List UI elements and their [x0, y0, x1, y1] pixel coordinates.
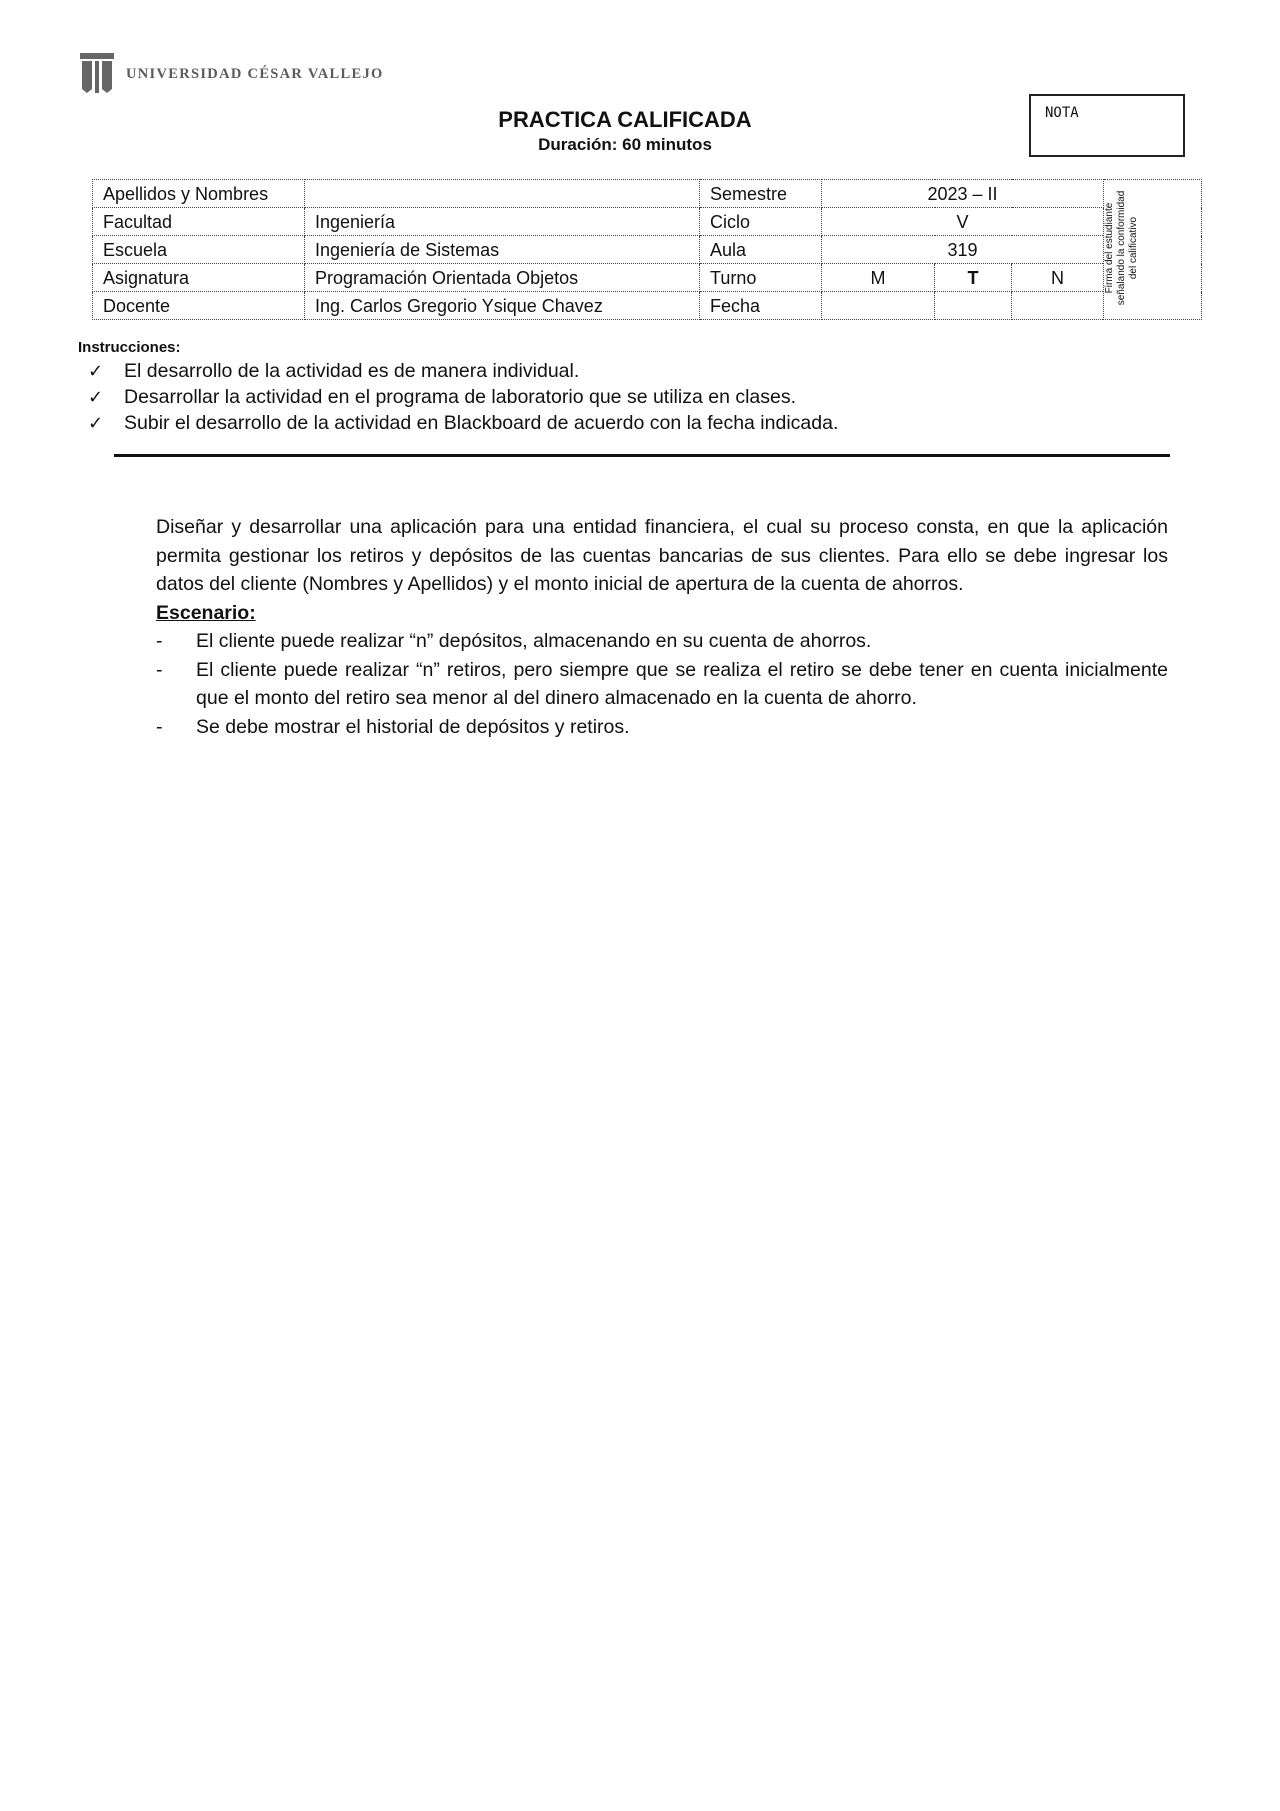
university-logo	[78, 50, 384, 96]
row-label: Docente	[93, 292, 305, 320]
scenario-title: Escenario:	[156, 601, 256, 624]
row-label: Turno	[700, 264, 822, 292]
instructions-title: Instrucciones:	[78, 339, 181, 356]
date-field[interactable]	[935, 292, 1012, 320]
student-name-field[interactable]	[305, 180, 700, 208]
cycle-value: V	[822, 208, 1104, 236]
table-row	[93, 180, 1202, 208]
grade-label: NOTA	[1045, 105, 1079, 121]
list-item: ✓ Subir el desarrollo de la actividad en Blackboard de acuerdo con la fecha indicada.	[88, 412, 839, 434]
table-row	[93, 264, 1202, 292]
row-label: Escuela	[93, 236, 305, 264]
date-field[interactable]	[822, 292, 935, 320]
teacher-value: Ing. Carlos Gregorio Ysique Chavez	[305, 292, 700, 320]
semester-value: 2023 – II	[822, 180, 1104, 208]
checkmark-icon: ✓	[88, 387, 104, 407]
grade-box	[1029, 94, 1185, 157]
list-item: ✓ El desarrollo de la actividad es de manera individual.	[88, 360, 580, 382]
scenario-list	[156, 627, 1168, 741]
row-label: Asignatura	[93, 264, 305, 292]
course-value: Programación Orientada Objetos	[305, 264, 700, 292]
shift-morning: M	[822, 264, 935, 292]
faculty-value: Ingeniería	[305, 208, 700, 236]
exercise-content	[156, 513, 1168, 741]
exercise-description: Diseñar y desarrollar una aplicación para una entidad financiera, el cual su proceso consta, en que la aplicación permita gestionar los retiros y depósitos de las cuentas bancarias de sus clientes. Para ello se debe ingresar los datos del cliente (Nombres y Apellidos) y el monto inicial de apertura de la cuenta de ahorros.	[156, 516, 1168, 595]
classroom-value: 319	[822, 236, 1104, 264]
signature-note: Firma del estudiante señalando la conformidad del calificativo	[1104, 190, 1139, 306]
shift-night: N	[1012, 264, 1104, 292]
row-label: Semestre	[700, 180, 822, 208]
university-shield-icon	[78, 51, 116, 95]
shift-afternoon: T	[935, 264, 1012, 292]
row-label: Aula	[700, 236, 822, 264]
row-label: Fecha	[700, 292, 822, 320]
list-item: - El cliente puede realizar “n” retiros, pero siempre que se realiza el retiro se debe tener en cuenta inicialmente que el monto del retiro sea menor al del dinero almacenado en la cuenta de ahorro.	[156, 658, 1168, 709]
duration-label: Duración: 60 minutos	[538, 135, 712, 154]
list-item: - Se debe mostrar el historial de depósitos y retiros.	[156, 715, 630, 738]
table-row	[93, 236, 1202, 264]
university-name: UNIVERSIDAD CÉSAR VALLEJO	[126, 65, 384, 82]
row-label: Facultad	[93, 208, 305, 236]
instructions-list	[88, 358, 838, 436]
table-row	[93, 292, 1202, 320]
table-row	[93, 208, 1202, 236]
signature-cell	[1104, 180, 1202, 320]
divider	[114, 454, 1170, 457]
row-label: Ciclo	[700, 208, 822, 236]
checkmark-icon: ✓	[88, 413, 104, 433]
page-title: PRACTICA CALIFICADA	[498, 107, 752, 132]
date-field[interactable]	[1012, 292, 1104, 320]
student-info-table	[92, 179, 1202, 320]
checkmark-icon: ✓	[88, 361, 104, 381]
row-label: Apellidos y Nombres	[93, 180, 305, 208]
school-value: Ingeniería de Sistemas	[305, 236, 700, 264]
list-item: ✓ Desarrollar la actividad en el programa de laboratorio que se utiliza en clases.	[88, 386, 797, 408]
list-item: - El cliente puede realizar “n” depósitos, almacenando en su cuenta de ahorros.	[156, 630, 872, 652]
